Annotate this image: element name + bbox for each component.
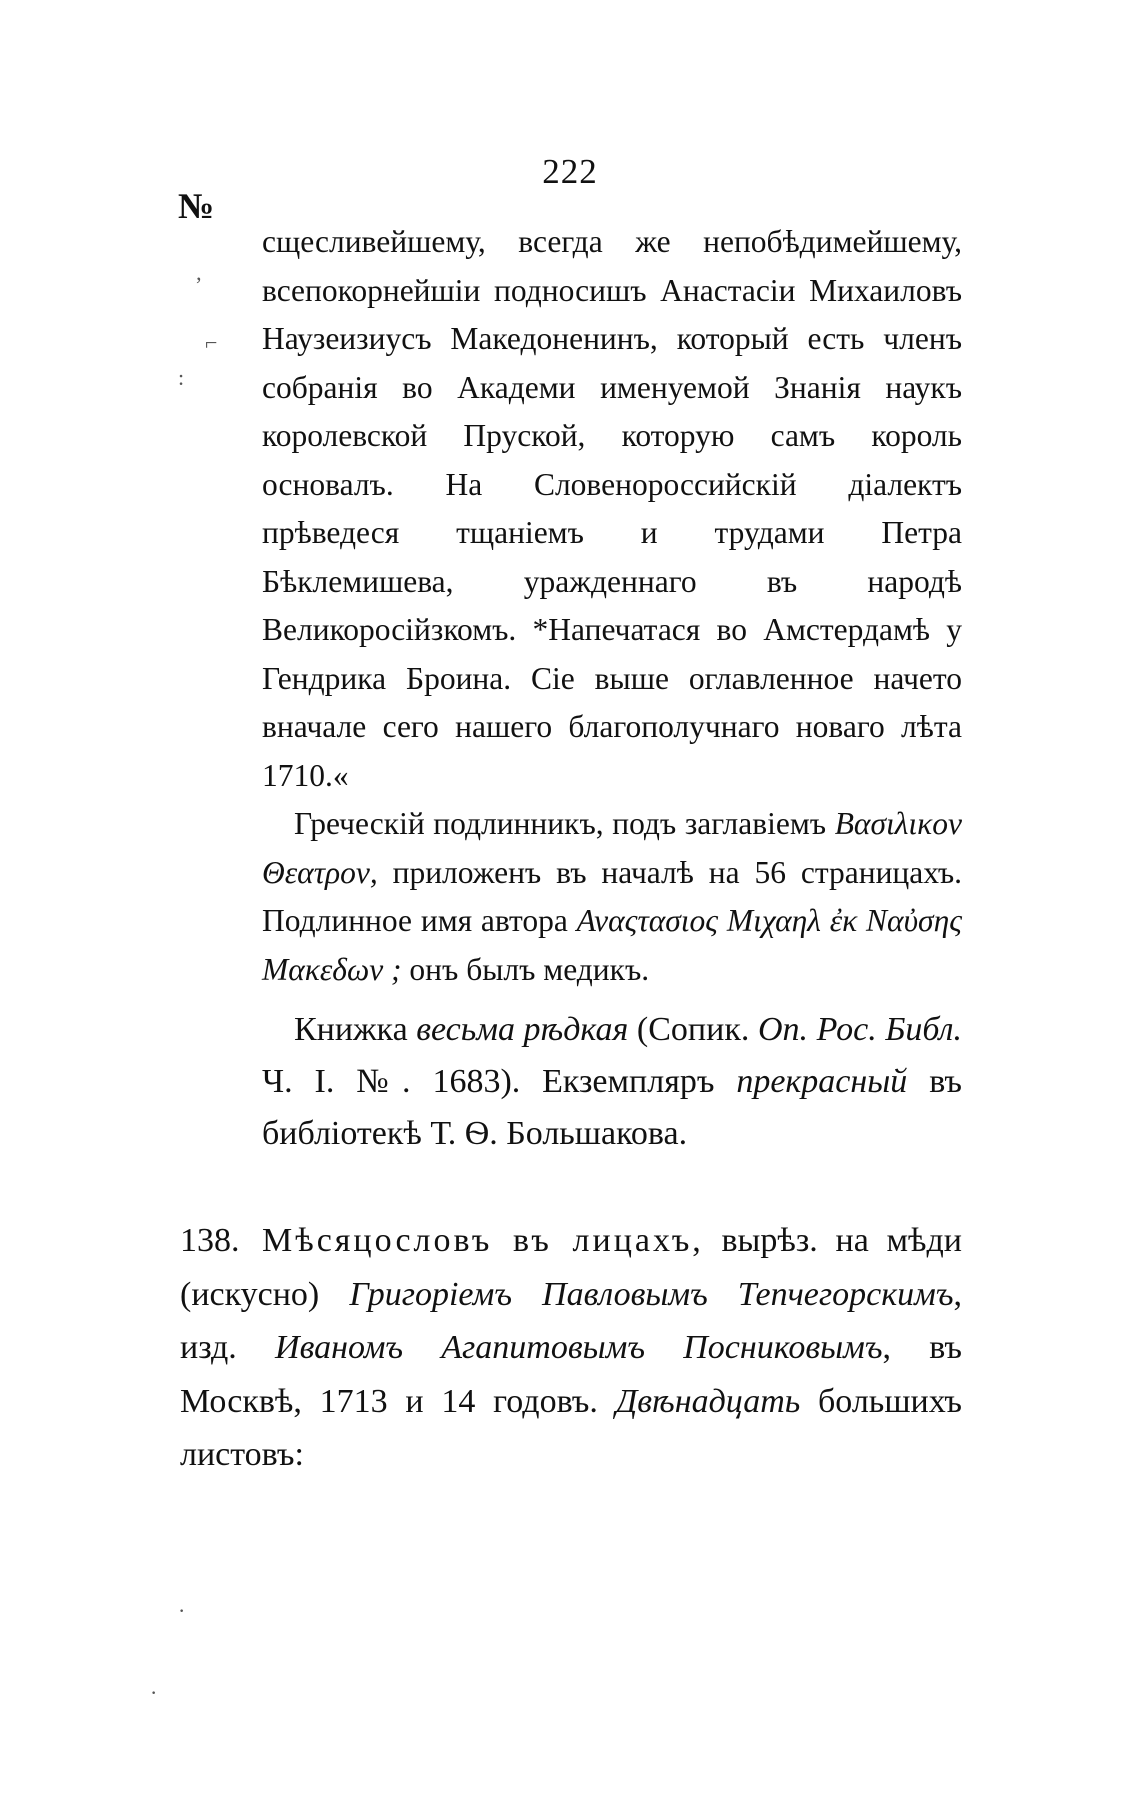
- rarity-italic-2: Оп. Рос. Библ.: [757, 1011, 962, 1048]
- margin-speck: ⌐: [205, 330, 218, 355]
- entry-publisher: Иваномъ Агапитовымъ Посниковымъ: [275, 1329, 883, 1366]
- entry-text-a: вырѣз. на мѣди (искусно): [180, 1222, 962, 1313]
- entry-138: [180, 1214, 962, 1482]
- margin-mark: №: [178, 186, 215, 226]
- margin-speck: ·: [178, 1598, 186, 1623]
- margin-speck: ·: [150, 1680, 158, 1705]
- greek-title: Βασιλικον Θεατρον,: [262, 806, 962, 890]
- page-number: 222: [542, 152, 598, 191]
- entry-text-b: , изд.: [180, 1275, 962, 1366]
- rarity-text-d: въ библіотекѣ Т. Ѳ. Большакова.: [262, 1063, 962, 1152]
- entry-text-d: большихъ листовъ:: [180, 1382, 962, 1473]
- margin-speck: :: [178, 365, 185, 390]
- greek-note-text-c: онъ былъ медикъ.: [401, 951, 650, 987]
- greek-note-paragraph: [262, 800, 962, 994]
- rarity-italic-3: прекрасный: [736, 1063, 908, 1100]
- entry-number: 138.: [180, 1222, 240, 1259]
- preface-paragraph: сщесливейшему, всегда же непобѣдимейшему, всепокорнейшіи подносишъ Анастасіи Михаиловъ Наузеизиусъ Македоненинъ, который есть членъ собранія во Академи именуемой Знанія наукъ королевской Пруской, которую самъ король основалъ. На Словенороссийскій діалектъ прѣведеся тщаніемъ и трудами Петра Бѣклемишева, уражденнаго въ народѣ Великоросійзкомъ. *Напечатася во Амстердамѣ у Гендрика Броина. Сіе выше оглавленное начето вначале сего нашего благополучнаго новаго лѣта 1710.«: [262, 224, 962, 793]
- author-greek-name: Αναςτασιος Μιχαηλ ἐκ Ναὐσης Μακεδων ;: [262, 903, 962, 987]
- preface-continuation: [262, 218, 962, 1160]
- greek-note-text-a: Греческій подлинникъ, подъ заглавіемъ: [294, 806, 835, 841]
- rarity-paragraph: [262, 1004, 962, 1160]
- margin-speck: ‚: [195, 260, 203, 285]
- rarity-text-b: (Сопик.: [628, 1011, 758, 1048]
- entry-title: Мѣсяцословъ въ лицахъ,: [262, 1222, 704, 1259]
- greek-note-text-b: приложенъ въ началѣ на 56 страницахъ. Подлинное имя автора: [262, 854, 962, 938]
- entry-text-c: , въ Москвѣ, 1713 и 14 годовъ.: [180, 1329, 963, 1420]
- rarity-text-a: Книжка: [294, 1011, 417, 1048]
- entry-engraver: Григоріемъ Павловымъ Тепчегорскимъ: [349, 1275, 954, 1313]
- rarity-italic-1: весьма рѣдкая: [416, 1011, 629, 1048]
- entry-count: Двѣнадцать: [615, 1382, 801, 1420]
- rarity-text-c: Ч. I. №. 1683). Екземпляръ: [262, 1063, 737, 1100]
